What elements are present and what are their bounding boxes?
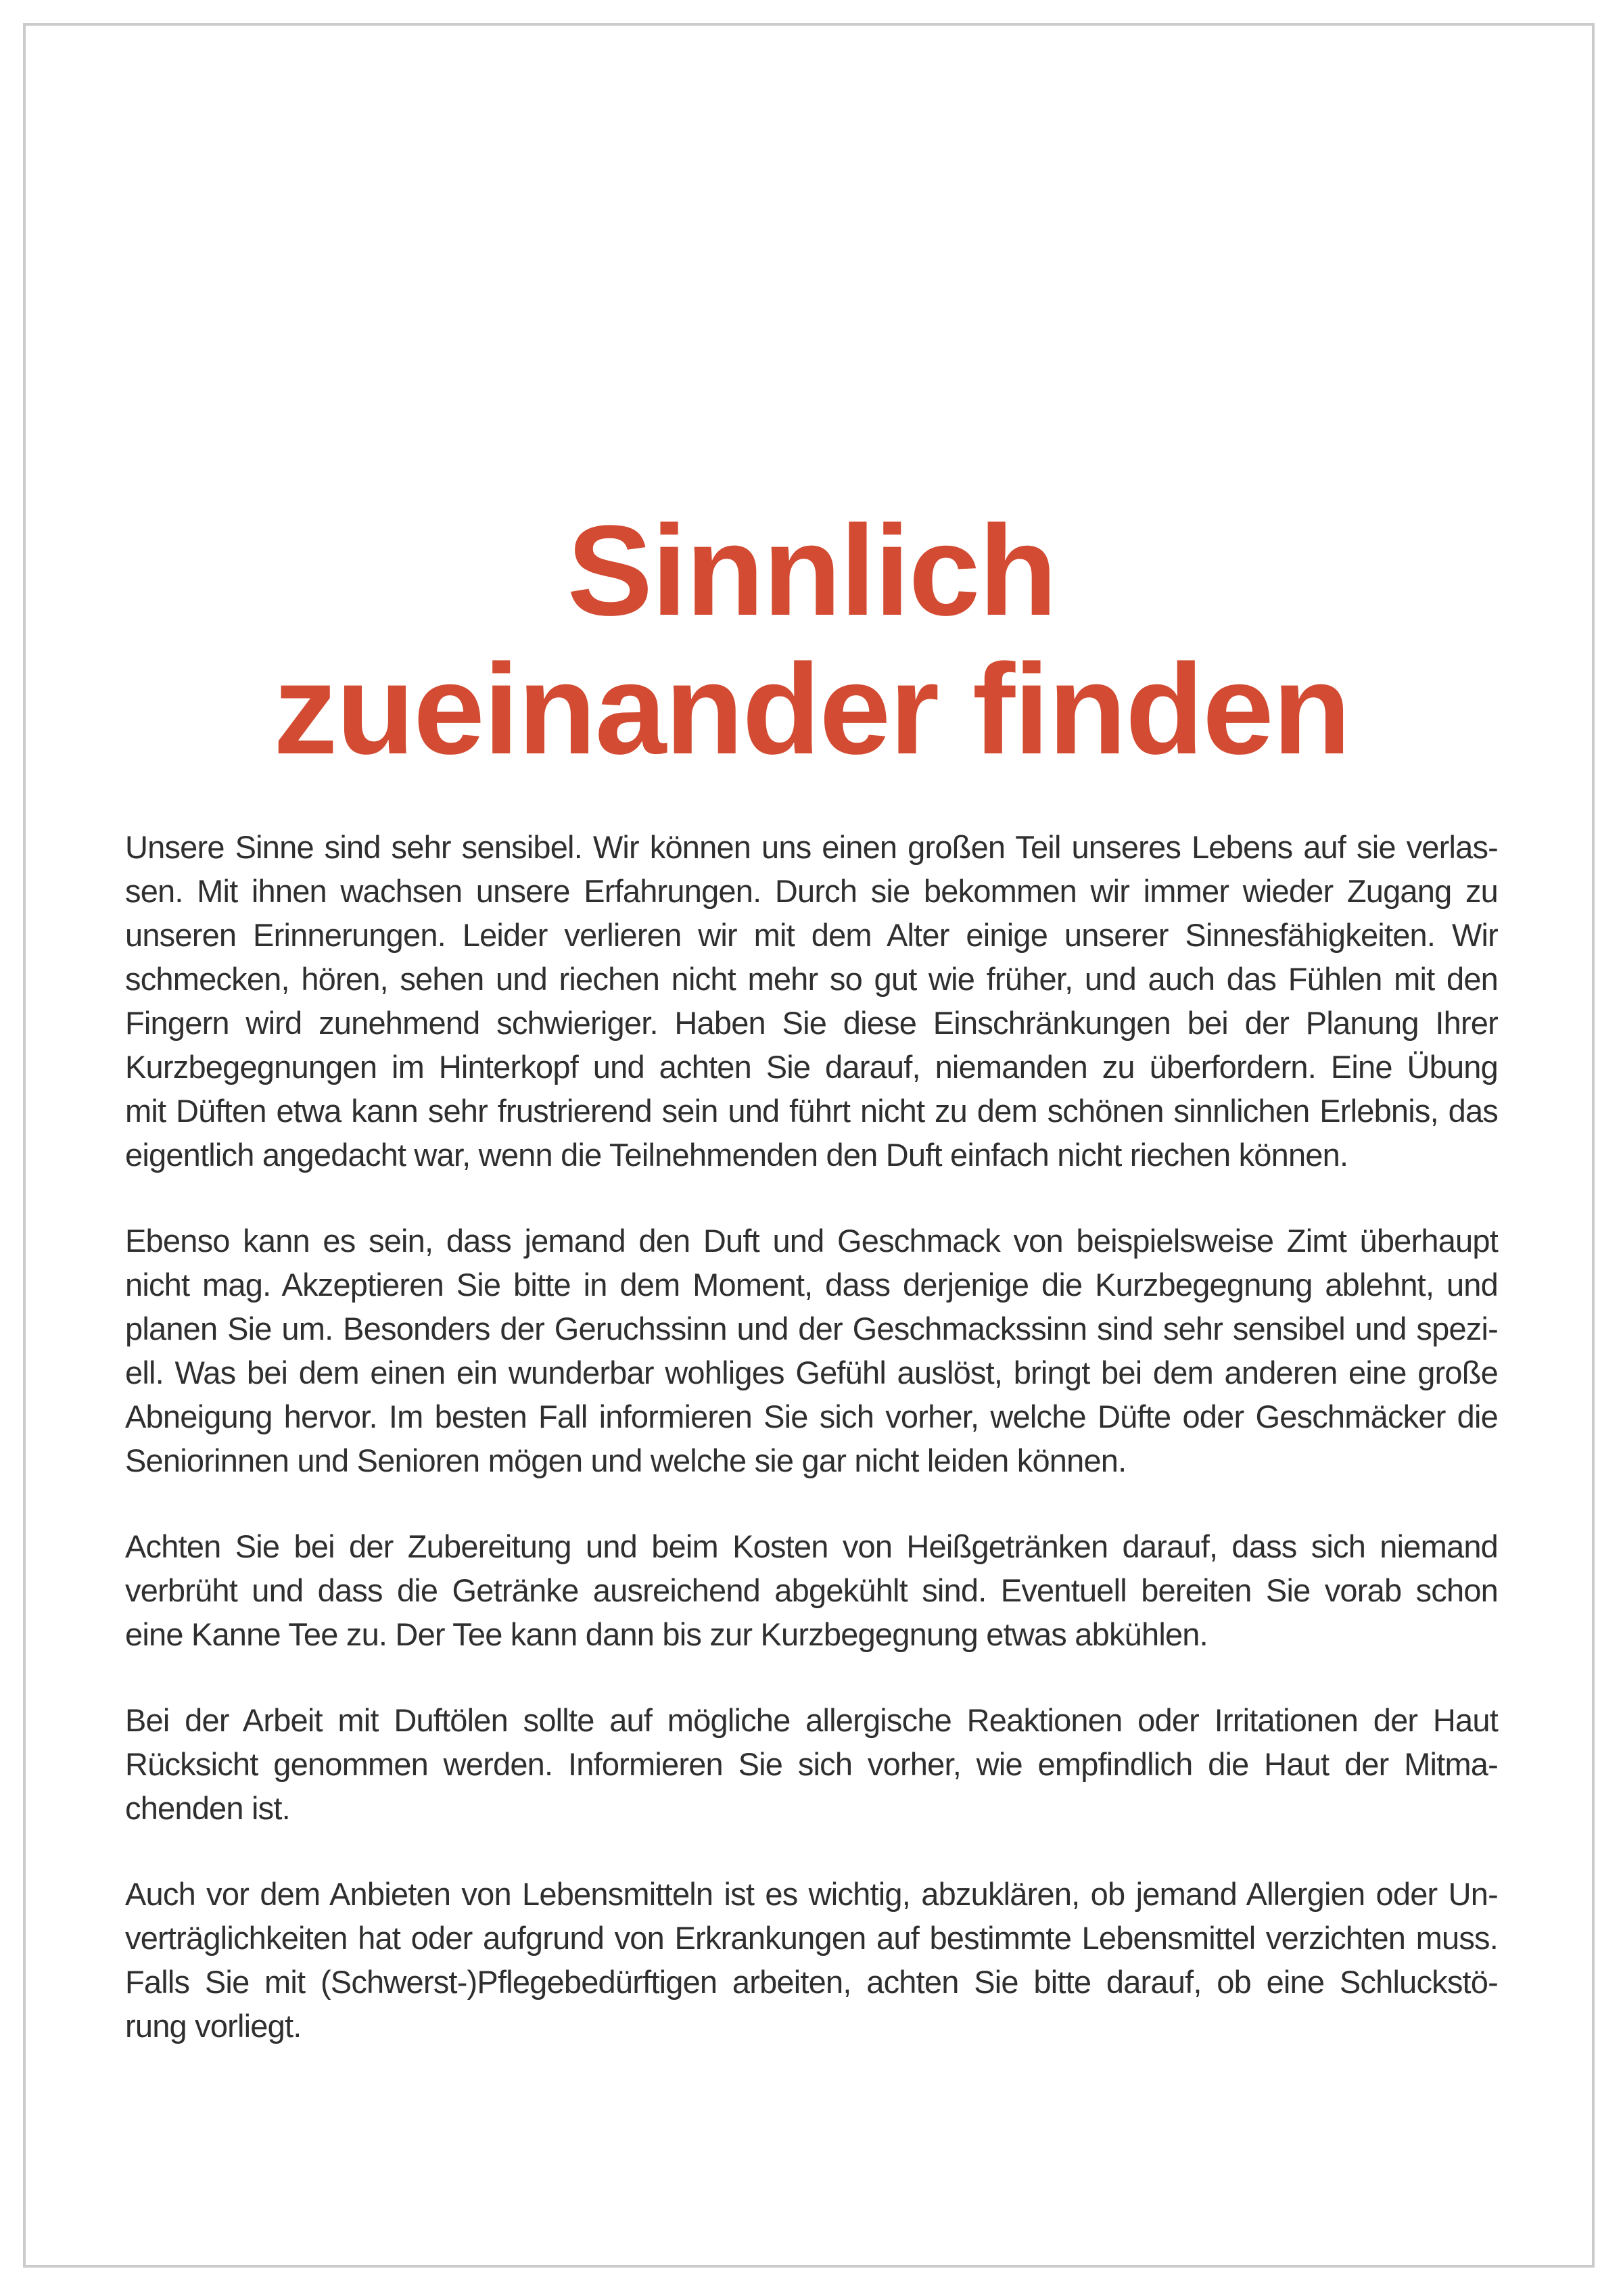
text-line: Achten Sie bei der Zubereitung und beim Kosten von Heißgetränken darauf, dass sich niemand xyxy=(125,1528,1498,1564)
paragraph xyxy=(125,1872,1498,2048)
text-line: Abneigung hervor. Im besten Fall informieren Sie sich vorher, welche Düfte oder Geschmäcker die xyxy=(125,1399,1498,1434)
text-line: Seniorinnen und Senioren mögen und welche sie gar nicht leiden können. xyxy=(125,1443,1127,1478)
text-line: rung vorliegt. xyxy=(125,2008,302,2044)
page-title xyxy=(0,499,1623,782)
text-line: sen. Mit ihnen wachsen unsere Erfahrungen. Durch sie bekommen wir immer wieder Zugang zu xyxy=(125,873,1498,909)
text-line: Falls Sie mit (Schwerst-)Pflegebedürftigen arbeiten, achten Sie bitte darauf, ob eine Schluckstö- xyxy=(125,1964,1498,2000)
text-line: verbrüht und dass die Getränke ausreichend abgekühlt sind. Eventuell bereiten Sie vorab schon xyxy=(125,1572,1498,1608)
text-line: mit Düften etwa kann sehr frustrierend sein und führt nicht zu dem schönen sinnlichen Erlebnis, das xyxy=(125,1093,1498,1129)
text-line: Fingern wird zunehmend schwieriger. Haben Sie diese Einschränkungen bei der Planung Ihrer xyxy=(125,1005,1498,1041)
text-line: chenden ist. xyxy=(125,1790,290,1826)
text-line: eine Kanne Tee zu. Der Tee kann dann bis zur Kurzbegegnung etwas abkühlen. xyxy=(125,1616,1208,1652)
paragraph xyxy=(125,1698,1498,1830)
text-line: schmecken, hören, sehen und riechen nicht mehr so gut wie früher, und auch das Fühlen mit den xyxy=(125,961,1498,997)
body-text xyxy=(125,825,1498,2090)
text-line: Kurzbegegnungen im Hinterkopf und achten Sie darauf, niemanden zu überfordern. Eine Übung xyxy=(125,1049,1498,1085)
text-line: ell. Was bei dem einen ein wunderbar wohliges Gefühl auslöst, bringt bei dem anderen eine große xyxy=(125,1355,1498,1390)
text-line: unseren Erinnerungen. Leider verlieren wir mit dem Alter einige unserer Sinnesfähigkeiten. Wir xyxy=(125,917,1498,953)
page-title-line-1: Sinnlich xyxy=(567,499,1056,643)
text-line: Rücksicht genommen werden. Informieren Sie sich vorher, wie empfindlich die Haut der Mitma- xyxy=(125,1746,1498,1782)
text-line: nicht mag. Akzeptieren Sie bitte in dem Moment, dass derjenige die Kurzbegegnung ablehnt, und xyxy=(125,1267,1498,1303)
text-line: Bei der Arbeit mit Duftölen sollte auf mögliche allergische Reaktionen oder Irritationen der Haut xyxy=(125,1702,1498,1738)
text-line: Unsere Sinne sind sehr sensibel. Wir können uns einen großen Teil unseres Lebens auf sie verlas- xyxy=(125,829,1498,865)
paragraph xyxy=(125,1524,1498,1656)
text-line: verträglichkeiten hat oder aufgrund von Erkrankungen auf bestimmte Lebensmittel verzichten muss. xyxy=(125,1920,1498,1956)
text-line: Ebenso kann es sein, dass jemand den Duft und Geschmack von beispielsweise Zimt überhaupt xyxy=(125,1223,1498,1259)
text-line: planen Sie um. Besonders der Geruchssinn und der Geschmackssinn sind sehr sensibel und spezi- xyxy=(125,1311,1498,1346)
paragraph xyxy=(125,1219,1498,1482)
text-line: Auch vor dem Anbieten von Lebensmitteln ist es wichtig, abzuklären, ob jemand Allergien oder Un- xyxy=(125,1876,1498,1912)
paragraph xyxy=(125,825,1498,1177)
text-line: eigentlich angedacht war, wenn die Teilnehmenden den Duft einfach nicht riechen können. xyxy=(125,1137,1348,1173)
page-title-line-2: zueinander finden xyxy=(273,638,1350,782)
